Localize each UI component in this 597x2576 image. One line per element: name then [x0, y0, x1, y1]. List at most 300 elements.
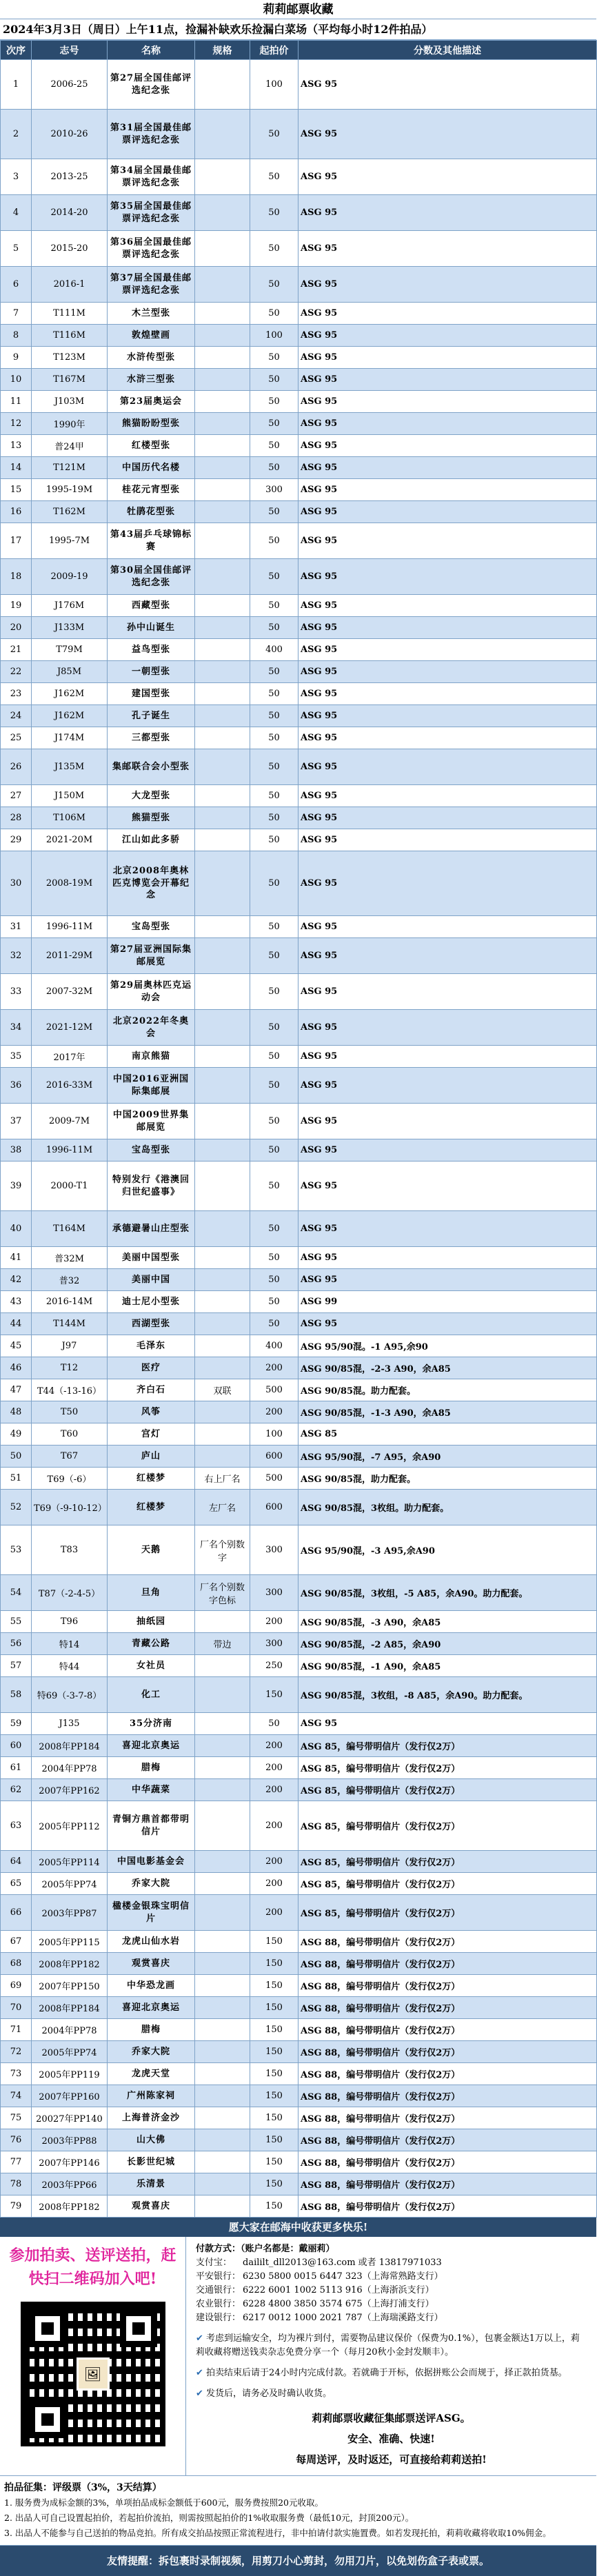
lot-price: 200	[250, 1779, 298, 1801]
lot-spec	[195, 1779, 250, 1801]
table-row	[1, 727, 597, 749]
lot-price: 600	[250, 1490, 298, 1525]
lot-description: ASG 90/85混。助力配套。	[298, 1379, 597, 1401]
lot-code: T12	[32, 1357, 108, 1379]
alipay-row	[196, 2256, 587, 2270]
lot-spec	[195, 1931, 250, 1953]
table-row	[1, 617, 597, 639]
lot-price: 50	[250, 974, 298, 1010]
bank-account: 6228 4800 3850 3574 675（上海打浦支行）	[243, 2299, 434, 2309]
lot-spec	[195, 60, 250, 110]
lot-name: 中华蔬菜	[108, 1779, 195, 1801]
table-row	[1, 347, 597, 369]
lot-spec	[195, 938, 250, 974]
lot-price: 50	[250, 435, 298, 457]
lot-description: ASG 95	[298, 705, 597, 727]
lot-description: ASG 95	[298, 435, 597, 457]
lot-description: ASG 85，编号带明信片（发行仅2万）	[298, 1851, 597, 1873]
lot-spec	[195, 110, 250, 159]
lot-name: 女社员	[108, 1655, 195, 1677]
lot-code: 2007年PP160	[32, 2085, 108, 2107]
page-title: 莉莉邮票收藏	[0, 0, 596, 19]
lot-description: ASG 95	[298, 369, 597, 391]
table-row	[1, 683, 597, 705]
table-row	[1, 2041, 597, 2063]
bank-row	[196, 2270, 587, 2284]
lot-description: ASG 88，编号带明信片（发行仅2万）	[298, 1975, 597, 1997]
lot-number: 15	[1, 479, 32, 501]
lot-number: 62	[1, 1779, 32, 1801]
table-row	[1, 1046, 597, 1068]
lot-name: 水浒传型张	[108, 347, 195, 369]
lot-name: 特别发行《港澳回归世纪盛事》	[108, 1162, 195, 1211]
lot-description: ASG 88，编号带明信片（发行仅2万）	[298, 2085, 597, 2107]
table-row	[1, 2107, 597, 2129]
lot-name: 西藏型张	[108, 595, 195, 617]
lot-name: 第37届全国最佳邮票评选纪念张	[108, 267, 195, 303]
lot-price: 50	[250, 391, 298, 413]
table-row	[1, 938, 597, 974]
lot-name: 乔家大院	[108, 1873, 195, 1895]
lot-spec	[195, 727, 250, 749]
lot-spec	[195, 2085, 250, 2107]
lot-description: ASG 90/85混，-1 A90，余A85	[298, 1655, 597, 1677]
bank-label: 建设银行：	[196, 2313, 241, 2323]
lot-name: 龙虎天堂	[108, 2063, 195, 2085]
lot-name: 青铜方鼎首都带明信片	[108, 1801, 195, 1851]
lot-name: 第29届奥林匹克运动会	[108, 974, 195, 1010]
lot-name: 山大佛	[108, 2129, 195, 2151]
lot-name: 南京熊猫	[108, 1046, 195, 1068]
lot-code: 2021-20M	[32, 829, 108, 851]
lot-number: 34	[1, 1010, 32, 1046]
lot-code: J85M	[32, 661, 108, 683]
promo-text: 参加拍卖、送评送拍，赶快扫二维码加入吧!	[9, 2247, 176, 2288]
lot-description: ASG 95	[298, 1162, 597, 1211]
lot-code: 2021-12M	[32, 1010, 108, 1046]
lot-code: T106M	[32, 807, 108, 829]
lot-number: 13	[1, 435, 32, 457]
lot-spec: 双联	[195, 1379, 250, 1401]
lot-spec	[195, 1401, 250, 1423]
lot-name: 益鸟型张	[108, 639, 195, 661]
lot-name: 喜迎北京奥运	[108, 1997, 195, 2019]
lot-spec	[195, 785, 250, 807]
table-row	[1, 1335, 597, 1357]
lot-code: 普32M	[32, 1247, 108, 1269]
lot-name: 迪士尼小型张	[108, 1291, 195, 1313]
lot-description: ASG 95	[298, 974, 597, 1010]
table-row	[1, 1104, 597, 1139]
lot-spec	[195, 159, 250, 195]
table-row	[1, 705, 597, 727]
lot-price: 50	[250, 1313, 298, 1335]
lot-number: 66	[1, 1895, 32, 1931]
lot-code: 2005年PP115	[32, 1931, 108, 1953]
lot-spec	[195, 1677, 250, 1713]
lot-number: 48	[1, 1401, 32, 1423]
lot-price: 50	[250, 1162, 298, 1211]
lot-price: 150	[250, 2041, 298, 2063]
lot-spec	[195, 325, 250, 347]
table-row	[1, 523, 597, 559]
lot-number: 51	[1, 1468, 32, 1490]
lot-description: ASG 95	[298, 523, 597, 559]
lot-spec	[195, 974, 250, 1010]
lot-price: 400	[250, 1335, 298, 1357]
lot-name: 广州陈家祠	[108, 2085, 195, 2107]
lot-spec	[195, 705, 250, 727]
lot-number: 43	[1, 1291, 32, 1313]
lot-name: 大龙型张	[108, 785, 195, 807]
lot-price: 150	[250, 2063, 298, 2085]
lots-table	[0, 40, 597, 2218]
lot-price: 50	[250, 749, 298, 785]
lot-code: 2005年PP114	[32, 1851, 108, 1873]
lot-description: ASG 85，编号带明信片（发行仅2万）	[298, 1757, 597, 1779]
lot-description: ASG 95	[298, 231, 597, 267]
lot-code: 特44	[32, 1655, 108, 1677]
table-row	[1, 1633, 597, 1655]
lot-name: 中国2009世界集邮展览	[108, 1104, 195, 1139]
lot-description: ASG 88，编号带明信片（发行仅2万）	[298, 2195, 597, 2218]
lot-price: 600	[250, 1446, 298, 1468]
table-row	[1, 1162, 597, 1211]
lot-number: 9	[1, 347, 32, 369]
lot-number: 28	[1, 807, 32, 829]
lot-spec	[195, 1046, 250, 1068]
lot-description: ASG 90/85混，助力配套。	[298, 1468, 597, 1490]
bank-label: 农业银行：	[196, 2299, 241, 2309]
table-row	[1, 785, 597, 807]
lot-number: 37	[1, 1104, 32, 1139]
lot-number: 59	[1, 1713, 32, 1735]
table-row	[1, 1068, 597, 1104]
table-row	[1, 1490, 597, 1525]
lot-price: 50	[250, 807, 298, 829]
lot-spec: 带边	[195, 1633, 250, 1655]
lot-number: 36	[1, 1068, 32, 1104]
lot-spec	[195, 2041, 250, 2063]
lot-description: ASG 90/85混，3枚组。助力配套。	[298, 1490, 597, 1525]
lot-number: 32	[1, 938, 32, 974]
lot-description: ASG 88，编号带明信片（发行仅2万）	[298, 2041, 597, 2063]
lot-description: ASG 95	[298, 1068, 597, 1104]
lot-code: T83	[32, 1525, 108, 1575]
lot-price: 100	[250, 1423, 298, 1446]
lot-description: ASG 95	[298, 391, 597, 413]
lot-spec	[195, 1801, 250, 1851]
lot-description: ASG 85	[298, 1423, 597, 1446]
lot-name: 三都型张	[108, 727, 195, 749]
lot-spec	[195, 1335, 250, 1357]
table-row	[1, 1291, 597, 1313]
lot-code: 20027年PP140	[32, 2107, 108, 2129]
lot-spec	[195, 2173, 250, 2195]
qr-finder-icon	[29, 2401, 66, 2438]
lot-spec	[195, 2107, 250, 2129]
lot-name: 第36届全国最佳邮票评选纪念张	[108, 231, 195, 267]
lot-code: 2003年PP88	[32, 2129, 108, 2151]
lot-description: ASG 85，编号带明信片（发行仅2万）	[298, 1873, 597, 1895]
table-row	[1, 1779, 597, 1801]
lot-description: ASG 95	[298, 829, 597, 851]
lot-number: 74	[1, 2085, 32, 2107]
lot-name: 抽纸园	[108, 1611, 195, 1633]
lot-code: 2008年PP184	[32, 1735, 108, 1757]
lot-number: 19	[1, 595, 32, 617]
lot-spec	[195, 1997, 250, 2019]
bank-row	[196, 2311, 587, 2325]
lot-name: 美丽中国	[108, 1269, 195, 1291]
lot-description: ASG 95	[298, 267, 597, 303]
table-row	[1, 1139, 597, 1162]
lot-number: 22	[1, 661, 32, 683]
lot-code: T44（-13-16）	[32, 1379, 108, 1401]
lot-price: 50	[250, 785, 298, 807]
lot-description: ASG 88，编号带明信片（发行仅2万）	[298, 2063, 597, 2085]
lot-spec: 左厂名	[195, 1490, 250, 1525]
lot-number: 23	[1, 683, 32, 705]
table-row	[1, 1010, 597, 1046]
lot-description: ASG 95	[298, 1046, 597, 1068]
table-row	[1, 2195, 597, 2218]
lot-price: 50	[250, 159, 298, 195]
lot-spec	[195, 1735, 250, 1757]
table-row	[1, 1423, 597, 1446]
bank-account: 6230 5800 0015 6447 323（上海常熟路支行）	[243, 2271, 443, 2282]
lot-description: ASG 95	[298, 195, 597, 231]
lot-code: J162M	[32, 683, 108, 705]
lot-number: 10	[1, 369, 32, 391]
lot-description: ASG 99	[298, 1291, 597, 1313]
lot-code: 2008年PP182	[32, 2195, 108, 2218]
table-row	[1, 369, 597, 391]
lot-spec	[195, 1139, 250, 1162]
table-row	[1, 1611, 597, 1633]
lot-number: 17	[1, 523, 32, 559]
rule-item: 2. 出品人可自己设置起拍价，若起拍价流拍，则需按照起拍价的1%收取服务费（最低10元，封顶200元）。	[4, 2513, 414, 2523]
lot-price: 50	[250, 1068, 298, 1104]
table-row	[1, 391, 597, 413]
lot-price: 50	[250, 559, 298, 595]
lot-code: 2008-19M	[32, 851, 108, 916]
lot-number: 76	[1, 2129, 32, 2151]
lot-price: 50	[250, 267, 298, 303]
lot-code: J176M	[32, 595, 108, 617]
lot-code: J174M	[32, 727, 108, 749]
lot-description: ASG 90/85混，-2 A85，余A90	[298, 1633, 597, 1655]
lot-name: 一朝型张	[108, 661, 195, 683]
lot-number: 5	[1, 231, 32, 267]
lot-number: 16	[1, 501, 32, 523]
lot-spec	[195, 1162, 250, 1211]
lot-number: 35	[1, 1046, 32, 1068]
lot-code: 2003年PP87	[32, 1895, 108, 1931]
footer-reminder: 友情提醒：拆包裹时录制视频，用剪刀小心剪封，勿用刀片，以免划伤盒子表或票。	[0, 2546, 596, 2576]
lot-spec	[195, 457, 250, 479]
lot-description: ASG 95	[298, 303, 597, 325]
lot-number: 8	[1, 325, 32, 347]
lot-name: 中华恐龙画	[108, 1975, 195, 1997]
col-header-no: 次序	[1, 41, 32, 60]
bank-account: 6222 6001 1002 5113 916（上海浙浜支行）	[243, 2285, 434, 2295]
closing-message	[196, 2408, 587, 2470]
lot-price: 50	[250, 661, 298, 683]
table-row	[1, 1895, 597, 1931]
lot-name: 风筝	[108, 1401, 195, 1423]
lot-price: 50	[250, 617, 298, 639]
lot-name: 毛泽东	[108, 1335, 195, 1357]
table-row	[1, 501, 597, 523]
lot-spec	[195, 617, 250, 639]
lot-description: ASG 95	[298, 325, 597, 347]
lot-name: 西湖型张	[108, 1313, 195, 1335]
table-row	[1, 2151, 597, 2173]
lot-number: 1	[1, 60, 32, 110]
lot-code: 2007年PP150	[32, 1975, 108, 1997]
note-item	[196, 2366, 587, 2380]
lot-spec	[195, 1757, 250, 1779]
lot-name: 旦角	[108, 1575, 195, 1611]
lot-code: 2009-19	[32, 559, 108, 595]
lot-number: 20	[1, 617, 32, 639]
lot-name: 长影世纪城	[108, 2151, 195, 2173]
lot-code: 2003年PP66	[32, 2173, 108, 2195]
lot-name: 承德避暑山庄型张	[108, 1211, 195, 1247]
lot-price: 150	[250, 2195, 298, 2218]
lot-name: 第27届全国佳邮评选纪念张	[108, 60, 195, 110]
table-row	[1, 1931, 597, 1953]
lot-code: 2016-14M	[32, 1291, 108, 1313]
table-row	[1, 325, 597, 347]
lot-description: ASG 88，编号带明信片（发行仅2万）	[298, 2151, 597, 2173]
table-row	[1, 749, 597, 785]
lot-price: 50	[250, 705, 298, 727]
lot-name: 第34届全国最佳邮票评选纪念张	[108, 159, 195, 195]
lot-price: 250	[250, 1655, 298, 1677]
qr-finder-icon	[29, 2310, 66, 2347]
promo-left	[0, 2237, 186, 2475]
lot-price: 300	[250, 1525, 298, 1575]
lot-code: T69（-9-10-12）	[32, 1490, 108, 1525]
lot-price: 200	[250, 1801, 298, 1851]
col-header-desc: 分数及其他描述	[298, 41, 597, 60]
lot-name: 建国型张	[108, 683, 195, 705]
lot-code: 2000-T1	[32, 1162, 108, 1211]
lot-spec	[195, 1655, 250, 1677]
lot-description: ASG 88，编号带明信片（发行仅2万）	[298, 2173, 597, 2195]
lot-spec	[195, 1104, 250, 1139]
table-row	[1, 231, 597, 267]
lot-price: 50	[250, 851, 298, 916]
lot-code: T144M	[32, 1313, 108, 1335]
table-row	[1, 303, 597, 325]
payment-head: 付款方式：（账户名都是：戴丽莉）	[196, 2244, 335, 2254]
lot-number: 6	[1, 267, 32, 303]
table-row	[1, 661, 597, 683]
table-row	[1, 851, 597, 916]
lot-number: 41	[1, 1247, 32, 1269]
lot-description: ASG 95/90混，-7 A95，余A90	[298, 1446, 597, 1468]
promo-section	[0, 2237, 596, 2476]
table-row	[1, 1953, 597, 1975]
lot-description: ASG 95	[298, 1139, 597, 1162]
lot-name: 第43届乒乓球锦标赛	[108, 523, 195, 559]
lot-name: 齐白石	[108, 1379, 195, 1401]
lot-price: 200	[250, 1357, 298, 1379]
lot-spec	[195, 501, 250, 523]
lot-price: 150	[250, 1931, 298, 1953]
lot-name: 熊猫盼盼型张	[108, 413, 195, 435]
lot-name: 35分济南	[108, 1713, 195, 1735]
lot-price: 150	[250, 1953, 298, 1975]
lot-name: 乔家大院	[108, 2041, 195, 2063]
lot-price: 150	[250, 2173, 298, 2195]
lot-description: ASG 95	[298, 727, 597, 749]
lot-price: 50	[250, 413, 298, 435]
lot-price: 50	[250, 1104, 298, 1139]
lot-number: 31	[1, 916, 32, 938]
closing-line: 莉莉邮票收藏征集邮票送评ASG。	[312, 2412, 471, 2424]
lot-number: 46	[1, 1357, 32, 1379]
lot-code: 2016-33M	[32, 1068, 108, 1104]
lot-description: ASG 88，编号带明信片（发行仅2万）	[298, 1931, 597, 1953]
lot-price: 150	[250, 1677, 298, 1713]
lot-number: 69	[1, 1975, 32, 1997]
lot-spec	[195, 391, 250, 413]
lot-price: 50	[250, 916, 298, 938]
lot-price: 200	[250, 1851, 298, 1873]
lot-spec	[195, 2151, 250, 2173]
lot-description: ASG 95	[298, 347, 597, 369]
qr-code[interactable]	[21, 2302, 165, 2446]
lot-description: ASG 95	[298, 1010, 597, 1046]
lot-code: 2007-32M	[32, 974, 108, 1010]
table-row	[1, 159, 597, 195]
lot-code: 2011-29M	[32, 938, 108, 974]
lot-number: 57	[1, 1655, 32, 1677]
lot-code: 2010-26	[32, 110, 108, 159]
lot-number: 7	[1, 303, 32, 325]
lot-price: 500	[250, 1379, 298, 1401]
lot-spec	[195, 1851, 250, 1873]
lot-number: 26	[1, 749, 32, 785]
lot-price: 50	[250, 1713, 298, 1735]
lot-name: 龙虎山仙水岩	[108, 1931, 195, 1953]
table-row	[1, 1801, 597, 1851]
lot-price: 50	[250, 347, 298, 369]
table-row	[1, 435, 597, 457]
table-row	[1, 1575, 597, 1611]
qr-finder-icon	[120, 2310, 157, 2347]
lot-code: T123M	[32, 347, 108, 369]
lot-name: 北京2022年冬奥会	[108, 1010, 195, 1046]
lot-name: 集邮联合会小型张	[108, 749, 195, 785]
closing-line: 每周送评，及时返还，可直接给莉莉送拍!	[296, 2453, 487, 2466]
lot-name: 木兰型张	[108, 303, 195, 325]
lot-description: ASG 95	[298, 501, 597, 523]
lot-number: 4	[1, 195, 32, 231]
lot-number: 52	[1, 1490, 32, 1525]
lot-code: 2015-20	[32, 231, 108, 267]
lot-spec	[195, 1357, 250, 1379]
table-row	[1, 916, 597, 938]
lot-number: 79	[1, 2195, 32, 2218]
lot-number: 72	[1, 2041, 32, 2063]
lot-spec	[195, 231, 250, 267]
lot-description: ASG 95	[298, 916, 597, 938]
